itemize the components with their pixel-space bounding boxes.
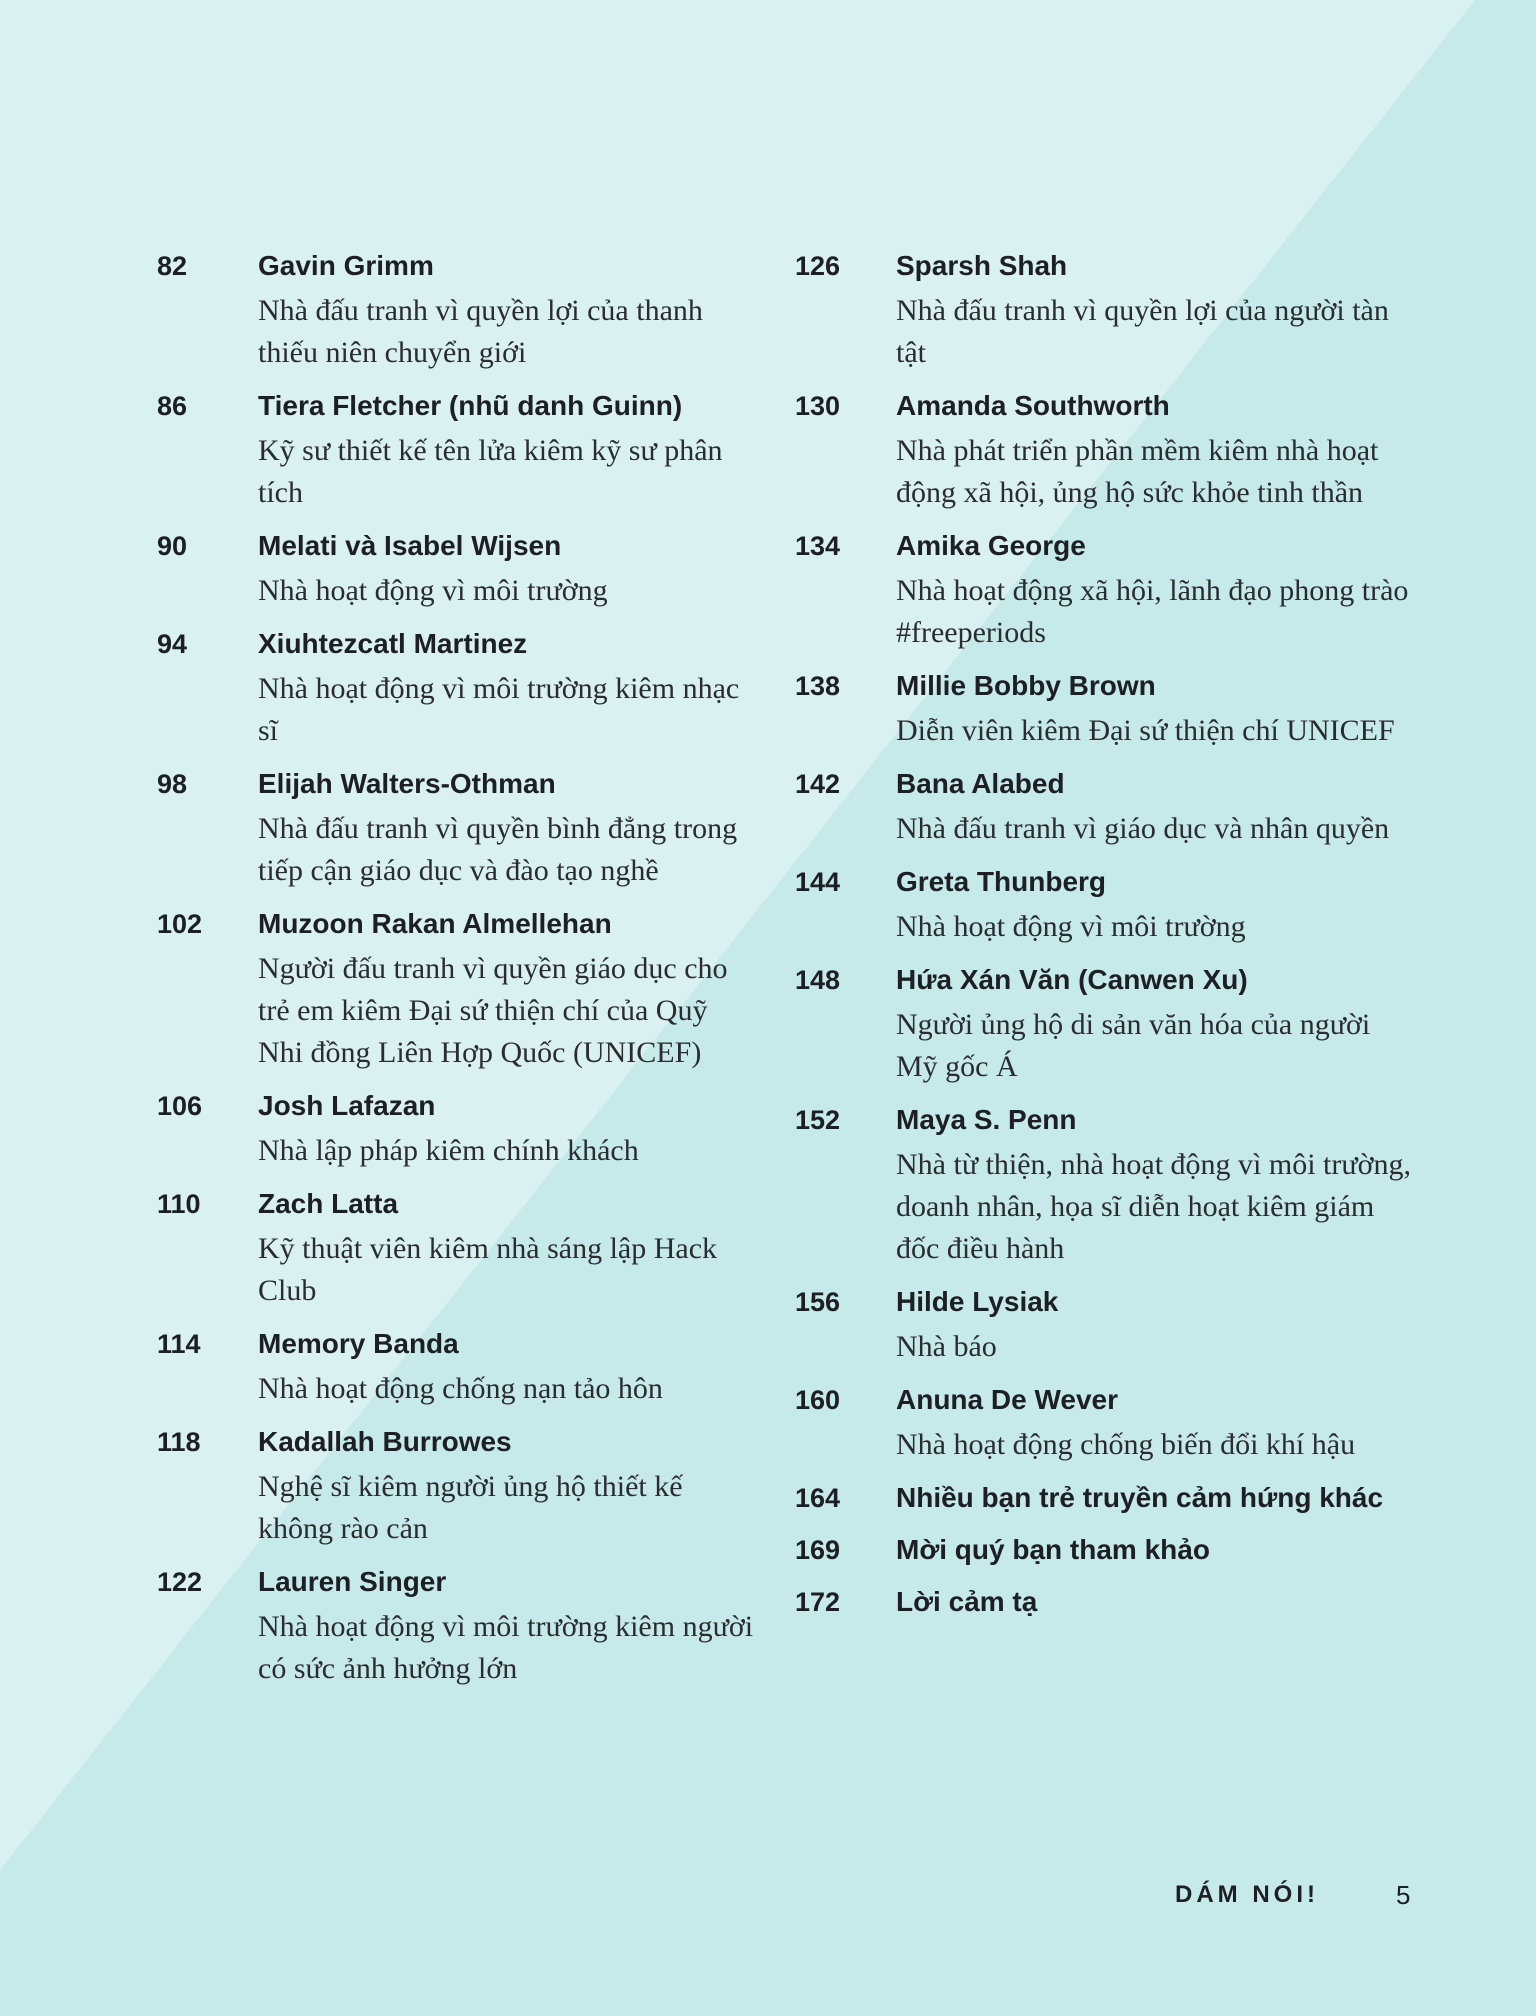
toc-entry-name: Josh Lafazan <box>258 1090 436 1121</box>
toc-entry-name: Maya S. Penn <box>896 1104 1077 1135</box>
toc-left-column <box>157 244 757 1700</box>
toc-entry[interactable] <box>795 860 1415 948</box>
toc-entry-description: Nhà đấu tranh vì quyền lợi của người tàn tật <box>896 294 1389 369</box>
toc-entry[interactable] <box>157 1084 757 1172</box>
toc-page-number: 102 <box>157 909 203 939</box>
toc-entry-description: Nhà hoạt động vì môi trường kiêm người có sức ảnh hưởng lớn <box>258 1610 754 1685</box>
toc-entry-name: Lời cảm tạ <box>896 1586 1038 1617</box>
page-number: 5 <box>1396 1880 1411 1910</box>
toc-page-number: 82 <box>157 251 188 281</box>
toc-entry[interactable] <box>795 1476 1415 1520</box>
toc-page-number: 138 <box>795 671 841 701</box>
toc-entry-name: Elijah Walters-Othman <box>258 768 556 799</box>
toc-entry-name: Mời quý bạn tham khảo <box>896 1534 1210 1565</box>
toc-entry[interactable] <box>795 1098 1415 1270</box>
toc-entry[interactable] <box>795 244 1415 374</box>
toc-page-number: 122 <box>157 1567 203 1597</box>
toc-page-number: 114 <box>157 1329 201 1359</box>
toc-entry-description: Nhà đấu tranh vì quyền lợi của thanh thiếu niên chuyển giới <box>258 294 703 369</box>
toc-entry-name: Amanda Southworth <box>896 390 1170 421</box>
toc-page-number: 94 <box>157 629 188 659</box>
toc-page-number: 86 <box>157 391 188 421</box>
toc-entry-name: Kadallah Burrowes <box>258 1426 512 1457</box>
toc-entry[interactable] <box>795 1580 1415 1624</box>
toc-entry-description: Người ủng hộ di sản văn hóa của người Mỹ gốc Á <box>896 1008 1371 1083</box>
toc-entry[interactable] <box>157 384 757 514</box>
toc-entry-name: Sparsh Shah <box>896 250 1068 281</box>
toc-page-number: 98 <box>157 769 188 799</box>
toc-page-number: 160 <box>795 1385 841 1415</box>
toc-entry[interactable] <box>795 958 1415 1088</box>
toc-page-number: 156 <box>795 1287 841 1317</box>
toc-entry-name: Memory Banda <box>258 1328 459 1359</box>
toc-right-column <box>795 244 1415 1632</box>
toc-entry-description: Nhà đấu tranh vì giáo dục và nhân quyền <box>896 812 1390 845</box>
toc-entry-name: Amika George <box>896 530 1086 561</box>
toc-entry-name: Bana Alabed <box>896 768 1065 799</box>
toc-entry-name: Greta Thunberg <box>896 866 1107 897</box>
toc-entry-name: Zach Latta <box>258 1188 399 1219</box>
toc-page-number: 172 <box>795 1587 841 1617</box>
toc-entry[interactable] <box>157 1182 757 1312</box>
toc-entry-description: Kỹ sư thiết kế tên lửa kiêm kỹ sư phân tích <box>258 434 723 509</box>
toc-entry-name: Lauren Singer <box>258 1566 447 1597</box>
toc-entry-description: Diễn viên kiêm Đại sứ thiện chí UNICEF <box>896 714 1395 747</box>
toc-entry[interactable] <box>157 1560 757 1690</box>
toc-entry-description: Người đấu tranh vì quyền giáo dục cho trẻ em kiêm Đại sứ thiện chí của Quỹ Nhi đồng Liên Hợp Quốc (UNICEF) <box>258 952 728 1069</box>
toc-entry[interactable] <box>795 1378 1415 1466</box>
toc-entry[interactable] <box>795 524 1415 654</box>
toc-page-number: 110 <box>157 1189 201 1219</box>
book-title: DÁM NÓI! <box>1175 1881 1319 1908</box>
toc-entry[interactable] <box>157 524 757 612</box>
toc-entry-name: Muzoon Rakan Almellehan <box>258 908 612 939</box>
toc-entry-description: Nhà hoạt động vì môi trường <box>896 910 1246 943</box>
toc-entry[interactable] <box>157 1420 757 1550</box>
toc-entry-name: Gavin Grimm <box>258 250 434 281</box>
toc-page-number: 142 <box>795 769 841 799</box>
toc-entry-description: Nhà hoạt động chống biến đổi khí hậu <box>896 1428 1356 1461</box>
toc-page-number: 130 <box>795 391 841 421</box>
toc-entry-description: Nhà báo <box>896 1330 997 1363</box>
toc-entry-name: Xiuhtezcatl Martinez <box>258 628 528 659</box>
toc-entry-name: Hứa Xán Văn (Canwen Xu) <box>896 964 1248 995</box>
toc-entry[interactable] <box>795 762 1415 850</box>
toc-entry[interactable] <box>795 1280 1415 1368</box>
toc-page-number: 152 <box>795 1105 841 1135</box>
toc-entry-description: Nhà lập pháp kiêm chính khách <box>258 1134 639 1167</box>
toc-entry[interactable] <box>795 384 1415 514</box>
toc-page-number: 144 <box>795 867 841 897</box>
toc-entry-name: Anuna De Wever <box>896 1384 1118 1415</box>
toc-page-number: 126 <box>795 251 841 281</box>
toc-entry-description: Kỹ thuật viên kiêm nhà sáng lập Hack Club <box>258 1232 718 1307</box>
toc-page-number: 118 <box>157 1427 201 1457</box>
toc-entry-description: Nhà đấu tranh vì quyền bình đẳng trong tiếp cận giáo dục và đào tạo nghề <box>258 812 738 887</box>
toc-page-number: 106 <box>157 1091 203 1121</box>
toc-entry-description: Nhà phát triển phần mềm kiêm nhà hoạt động xã hội, ủng hộ sức khỏe tinh thần <box>896 434 1379 509</box>
toc-entry-description: Nhà từ thiện, nhà hoạt động vì môi trường, doanh nhân, họa sĩ diễn hoạt kiêm giám đốc điều hành <box>896 1148 1411 1265</box>
toc-entry[interactable] <box>795 1528 1415 1572</box>
toc-entry[interactable] <box>157 1322 757 1410</box>
toc-entry-name: Melati và Isabel Wijsen <box>258 530 562 561</box>
toc-entry-name: Tiera Fletcher (nhũ danh Guinn) <box>258 390 683 421</box>
toc-entry[interactable] <box>795 664 1415 752</box>
toc-entry-description: Nhà hoạt động vì môi trường <box>258 574 608 607</box>
toc-page-number: 148 <box>795 965 841 995</box>
toc-entry-name: Hilde Lysiak <box>896 1286 1059 1317</box>
toc-entry[interactable] <box>157 902 757 1074</box>
toc-entry[interactable] <box>157 622 757 752</box>
toc-page-number: 90 <box>157 531 188 561</box>
toc-entry-description: Nhà hoạt động xã hội, lãnh đạo phong trào #freeperiods <box>896 574 1409 649</box>
toc-entry[interactable] <box>157 762 757 892</box>
toc-entry[interactable] <box>157 244 757 374</box>
toc-page-number: 134 <box>795 531 841 561</box>
toc-page-number: 164 <box>795 1483 841 1513</box>
toc-entry-description: Nghệ sĩ kiêm người ủng hộ thiết kế không rào cản <box>258 1470 683 1545</box>
toc-entry-name: Nhiều bạn trẻ truyền cảm hứng khác <box>896 1482 1384 1513</box>
toc-page-number: 169 <box>795 1535 841 1565</box>
toc-entry-name: Millie Bobby Brown <box>896 670 1156 701</box>
toc-entry-description: Nhà hoạt động vì môi trường kiêm nhạc sĩ <box>258 672 740 747</box>
toc-entry-description: Nhà hoạt động chống nạn tảo hôn <box>258 1372 663 1405</box>
